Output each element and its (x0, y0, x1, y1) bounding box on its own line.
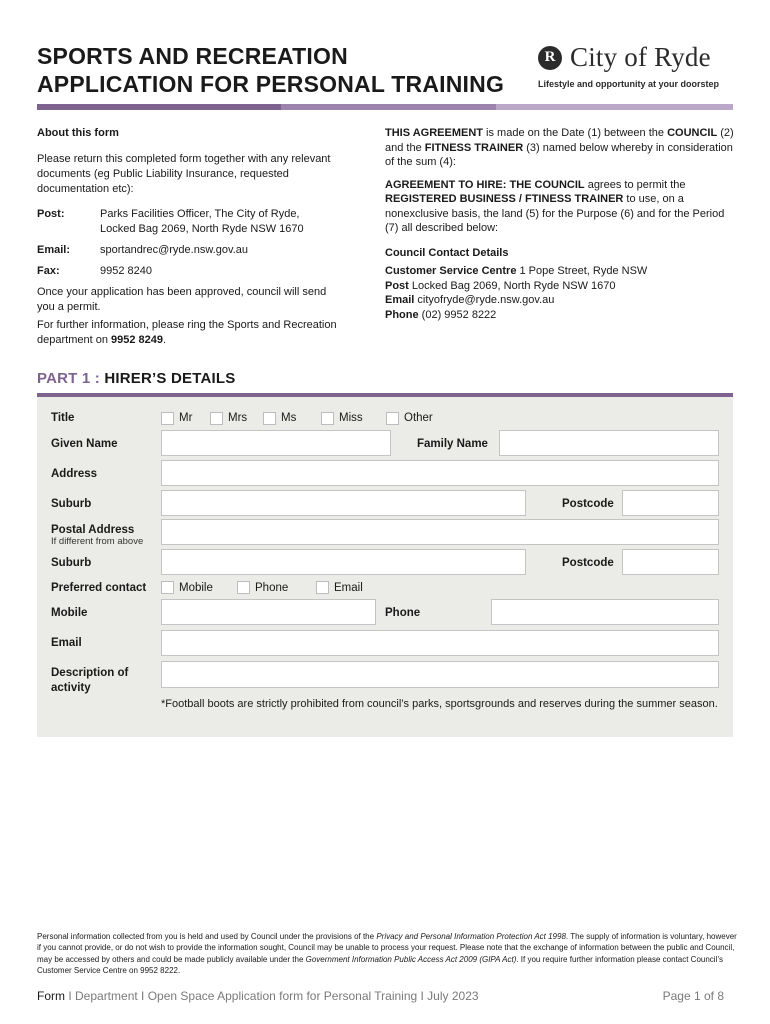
agreement-paragraph-1 (385, 126, 735, 170)
title-ms-label: Ms (281, 412, 297, 424)
contact-mobile-checkbox[interactable] (161, 581, 174, 594)
privacy-text-3: . If you require further information please contact Council’s Customer Service Centre on 9952 8222. (37, 954, 723, 975)
contact-email-label: Email (334, 582, 363, 594)
contact-email (385, 293, 735, 308)
contact-heading: Council Contact Details (385, 246, 509, 259)
contact-phone (385, 308, 735, 323)
agreement-text-2: (2) and the (385, 127, 734, 154)
page-number: Page 1 of 8 (662, 989, 724, 1003)
further-info (37, 318, 347, 348)
postal-address-note: If different from above (51, 536, 144, 547)
registered-business-term: REGISTERED BUSINESS / FTINESS TRAINER (385, 193, 624, 205)
contact-post (385, 279, 735, 294)
privacy-text-1: Personal information collected from you is held and used by Council under the provisions of the (37, 932, 377, 941)
suburb-label: Suburb (51, 498, 92, 510)
agreement-text-4: agrees to permit the (584, 178, 686, 191)
family-name-label: Family Name (417, 438, 488, 450)
email-field[interactable] (161, 630, 719, 656)
privacy-act-name: Privacy and Personal Information Protection Act 1998 (376, 932, 566, 941)
postal-postcode-field[interactable] (622, 549, 719, 575)
title-other-checkbox[interactable] (386, 412, 399, 425)
title-mrs-checkbox[interactable] (210, 412, 223, 425)
post-row (37, 207, 347, 237)
description-label-line-1: Description of (51, 667, 129, 679)
post-label: Post: (37, 208, 65, 220)
footer-form: Form (37, 989, 65, 1003)
title-ms-checkbox[interactable] (263, 412, 276, 425)
mobile-label: Mobile (51, 607, 88, 619)
phone-field[interactable] (491, 599, 719, 625)
postal-suburb-label: Suburb (51, 557, 92, 569)
further-info-phone: 9952 8249 (111, 334, 163, 346)
post-line-1: Parks Facilities Officer, The City of Ryde, (100, 208, 300, 220)
email-row (37, 243, 347, 258)
part-title: HIRER’S DETAILS (100, 370, 236, 387)
agreement-paragraph-2 (385, 178, 735, 236)
about-intro: Please return this completed form together with any relevant documents (eg Public Liability Insurance, requested documentation etc): (37, 153, 331, 195)
about-section (37, 126, 347, 348)
agreement-text-3: (3) named below whereby in consideration of the sum (4): (385, 141, 733, 168)
agreement-text-5: to use, on a nonexclusive basis, the land (5) for the Purpose (6) and for the Period (7) all described below: (385, 193, 725, 234)
given-name-label: Given Name (51, 438, 118, 450)
postal-address-field[interactable] (161, 519, 719, 545)
footer (37, 989, 479, 1003)
title-miss-checkbox[interactable] (321, 412, 334, 425)
given-name-field[interactable] (161, 430, 391, 456)
contact-post-label: Post (385, 279, 409, 292)
preferred-contact-label: Preferred contact (51, 582, 147, 594)
postal-suburb-field[interactable] (161, 549, 526, 575)
contact-email-label: Email (385, 294, 415, 306)
description-label (51, 666, 128, 696)
contact-phone-label: Phone (385, 308, 419, 321)
agreement-text-1: is made on the Date (1) between the (483, 127, 668, 139)
suburb-field[interactable] (161, 490, 526, 516)
agreement-to-hire-term: AGREEMENT TO HIRE: THE COUNCIL (385, 178, 585, 191)
postal-address-label: Postal Address (51, 524, 135, 536)
csc-value: 1 Pope Street, Ryde NSW (516, 265, 648, 277)
about-heading: About this form (37, 127, 119, 139)
contact-email-value: cityofryde@ryde.nsw.gov.au (414, 294, 555, 306)
title-line-2: APPLICATION FOR PERSONAL TRAINING (37, 71, 505, 97)
title-other-label: Other (404, 412, 433, 424)
title-line-1: SPORTS AND RECREATION (37, 43, 348, 69)
fax-row (37, 264, 347, 279)
header-divider (37, 104, 733, 110)
phone-label: Phone (385, 607, 421, 619)
fax-label: Fax: (37, 265, 60, 277)
title-mrs-label: Mrs (228, 412, 248, 424)
privacy-notice (37, 931, 737, 976)
part-number: PART 1 : (37, 370, 100, 387)
contact-csc (385, 264, 735, 279)
email-label: Email (51, 637, 82, 649)
privacy-text-2: . The supply of information is voluntary, however if you cannot provide, or do not wish to provide the information sought, Council may be unable to process your request. Please note that the exchange of information between the public and Council, may be accessed by others and could be made publicly available under the (37, 932, 737, 964)
council-term: COUNCIL (667, 127, 718, 139)
post-line-2: Locked Bag 2069, North Ryde NSW 1670 (100, 223, 304, 235)
family-name-field[interactable] (499, 430, 719, 456)
part-1-heading (37, 370, 235, 387)
gipa-act-name: Government Information Public Access Act 2009 (GIPA Act) (305, 954, 517, 964)
fax-value: 9952 8240 (100, 265, 152, 277)
address-label: Address (51, 468, 98, 480)
agreement-section (385, 126, 735, 322)
footer-text: I Department I Open Space Application form for Personal Training I July 2023 (65, 989, 479, 1003)
contact-mobile-label: Mobile (179, 582, 213, 594)
csc-label: Customer Service Centre (385, 265, 517, 277)
address-field[interactable] (161, 460, 719, 486)
mobile-field[interactable] (161, 599, 376, 625)
title-miss-label: Miss (339, 412, 363, 424)
agreement-term: THIS AGREEMENT (385, 127, 483, 139)
contact-email-checkbox[interactable] (316, 581, 329, 594)
approval-text: Once your application has been approved, council will send you a permit. (37, 286, 327, 313)
description-field[interactable] (161, 661, 719, 688)
postcode-field[interactable] (622, 490, 719, 516)
ryde-seal-icon: R (538, 46, 562, 70)
further-info-suffix: . (163, 334, 167, 346)
title-mr-checkbox[interactable] (161, 412, 174, 425)
page-title (37, 42, 537, 98)
contact-phone-label: Phone (255, 582, 289, 594)
city-of-ryde-logo (538, 42, 738, 89)
postal-postcode-label: Postcode (562, 557, 614, 569)
title-label: Title (51, 412, 75, 424)
contact-post-value: Locked Bag 2069, North Ryde NSW 1670 (408, 279, 616, 292)
fitness-trainer-term: FITNESS TRAINER (424, 141, 524, 154)
email-value: sportandrec@ryde.nsw.gov.au (100, 244, 248, 256)
logo-tagline: Lifestyle and opportunity at your doorstep (538, 79, 720, 89)
contact-phone-value: (02) 9952 8222 (418, 308, 497, 321)
football-boots-note: *Football boots are strictly prohibited from council’s parks, sportsgrounds and reserves during the summer season. (161, 698, 718, 710)
further-info-text: For further information, please ring the Sports and Recreation department on (37, 319, 337, 346)
title-mr-label: Mr (179, 412, 193, 424)
logo-name: City of Ryde (570, 42, 711, 72)
email-label: Email: (37, 244, 71, 256)
description-label-line-2: activity (51, 682, 91, 694)
contact-phone-checkbox[interactable] (237, 581, 250, 594)
postcode-label: Postcode (562, 498, 614, 510)
